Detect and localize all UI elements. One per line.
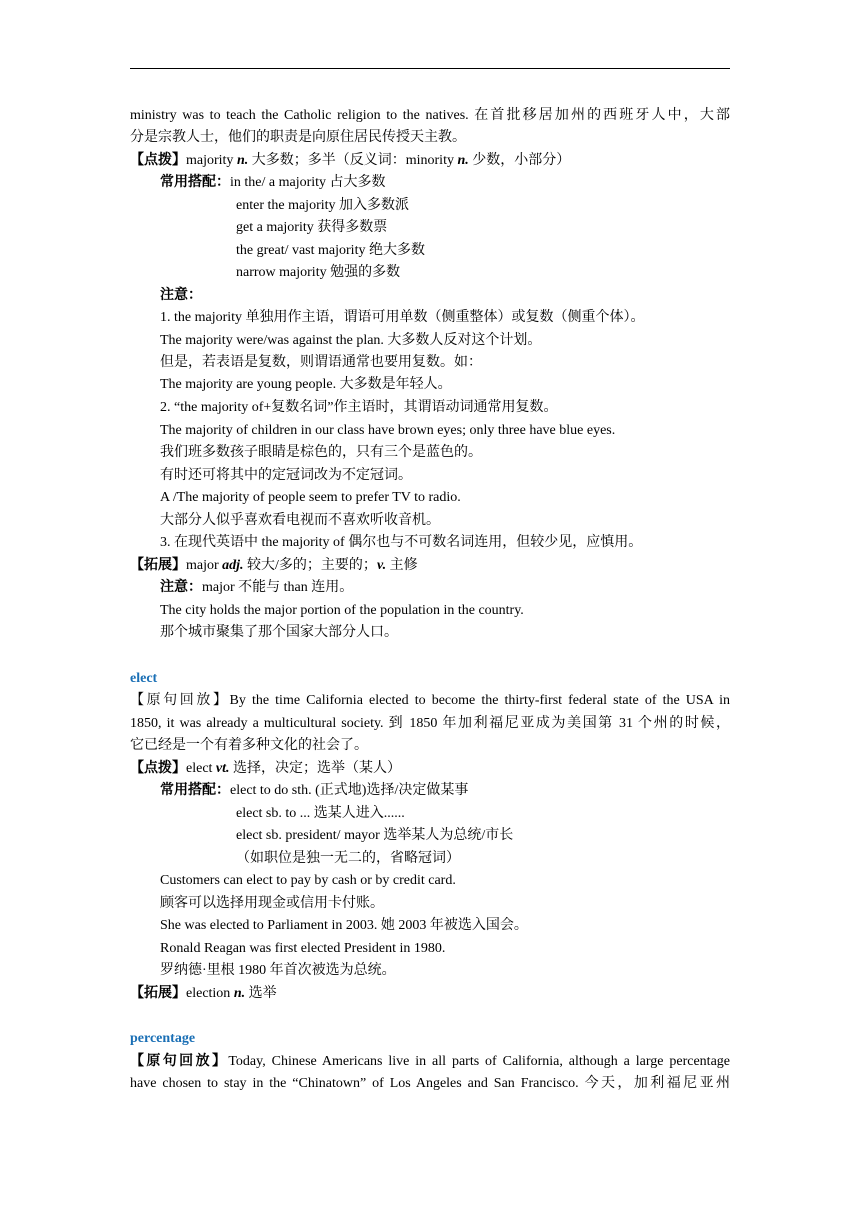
ext-meaning: 选举 [245, 986, 277, 1001]
collocation-item: elect sb. to ... 选某人进入...... [236, 806, 405, 821]
intro-line-1: ministry was to teach the Catholic religion to the natives. 在首批移居加州的西班牙人中，大部 [130, 108, 730, 123]
tip-bracket: 【点拨】 [130, 153, 186, 168]
ext-meaning-2: 主修 [386, 558, 418, 573]
example-translation: 罗纳德·里根 1980 年首次被选为总统。 [160, 963, 396, 978]
note-3: 3. 在现代英语中 the majority of 偶尔也与不可数名词连用，但较少见，应慎用。 [160, 535, 643, 550]
orig-text: By the time California elected to become the thirty-first federal state of the USA in [229, 693, 731, 708]
example-sentence: The majority of children in our class have brown eyes; only three have blue eyes. [160, 423, 616, 438]
ext-note [160, 577, 353, 599]
elect-extension [130, 983, 277, 1005]
original-sentence-line-2: 1850, it was already a multicultural society. 到 1850 年加利福尼亚成为美国第 31 个州的时候， [130, 716, 730, 731]
word-heading-elect: elect [130, 671, 158, 686]
collocation-label: 常用搭配： [160, 783, 230, 798]
tip-pos-2: n. [457, 153, 469, 168]
ext-pos-2: v. [376, 558, 387, 573]
ext-pos: adj. [222, 558, 244, 573]
example-sentence: The majority were/was against the plan. 大多数人反对这个计划。 [160, 333, 542, 348]
original-sentence-line-1 [130, 690, 730, 712]
example-sentence: She was elected to Parliament in 2003. 她 2003 年被选入国会。 [160, 918, 528, 933]
collocation-item: enter the majority 加入多数派 [236, 198, 410, 213]
ext-note-label: 注意： [160, 580, 202, 595]
intro-line-2: 分是宗教人士，他们的职责是向原住居民传授天主教。 [130, 130, 466, 145]
collocation-item: the great/ vast majority 绝大多数 [236, 243, 425, 258]
tip-word: majority [186, 153, 237, 168]
example-translation: 那个城市聚集了那个国家大部分人口。 [160, 625, 398, 640]
example-sentence: Ronald Reagan was first elected President in 1980. [160, 941, 446, 956]
tip-word: elect [186, 761, 216, 776]
example-sentence: The majority are young people. 大多数是年轻人。 [160, 377, 452, 392]
orig-bracket: 【原句回放】 [130, 693, 230, 708]
collocation-row-1 [160, 172, 386, 194]
example-sentence: Customers can elect to pay by cash or by credit card. [160, 873, 456, 888]
note-text: 有时还可将其中的定冠词改为不定冠词。 [160, 468, 412, 483]
ext-note-text: major 不能与 than 连用。 [202, 580, 354, 595]
orig-bracket: 【原句回放】 [130, 1054, 229, 1069]
note-2: 2. “the majority of+复数名词”作主语时，其谓语动词通常用复数。 [160, 400, 558, 415]
ext-bracket: 【拓展】 [130, 558, 186, 573]
collocation-item: elect to do sth. (正式地)选择/决定做某事 [230, 783, 469, 798]
original-sentence-line-2: have chosen to stay in the “Chinatown” of Los Angeles and San Francisco. 今天，加利福尼亚州 [130, 1076, 730, 1091]
ext-bracket: 【拓展】 [130, 986, 186, 1001]
example-translation: 我们班多数孩子眼睛是棕色的，只有三个是蓝色的。 [160, 445, 482, 460]
majority-tip [130, 150, 570, 172]
tip-meaning: 选择，决定；选举（某人） [229, 761, 402, 776]
word-heading-percentage: percentage [130, 1031, 196, 1046]
tip-bracket: 【点拨】 [130, 761, 186, 776]
note-label: 注意： [160, 288, 202, 303]
original-sentence-line-3: 它已经是一个有着多种文化的社会了。 [130, 738, 368, 753]
ext-pos: n. [233, 986, 246, 1001]
collocation-item: narrow majority 勉强的多数 [236, 265, 401, 280]
example-translation: 大部分人似乎喜欢看电视而不喜欢听收音机。 [160, 513, 440, 528]
collocation-item: get a majority 获得多数票 [236, 220, 388, 235]
note-1: 1. the majority 单独用作主语，谓语可用单数（侧重整体）或复数（侧重个体）。 [160, 310, 645, 325]
orig-text: Today, Chinese Americans live in all parts of California, although a large percentage [228, 1054, 730, 1069]
example-sentence: A /The majority of people seem to prefer TV to radio. [160, 490, 461, 505]
tip-meaning: 大多数；多半（反义词：minority [248, 153, 458, 168]
header-rule [130, 68, 730, 69]
note-text: 但是，若表语是复数，则谓语通常也要用复数。如： [160, 355, 482, 370]
majority-extension [130, 555, 418, 577]
example-translation: 顾客可以选择用现金或信用卡付账。 [160, 896, 384, 911]
tip-meaning-2: 少数，小部分） [468, 153, 571, 168]
collocation-row-1 [160, 780, 468, 802]
original-sentence-line-1 [130, 1051, 730, 1073]
collocation-item: in the/ a majority 占大多数 [230, 175, 386, 190]
ext-word: major [186, 558, 223, 573]
ext-word: election [186, 986, 234, 1001]
tip-pos: n. [236, 153, 249, 168]
elect-tip [130, 758, 401, 780]
tip-pos: vt. [215, 761, 230, 776]
example-sentence: The city holds the major portion of the population in the country. [160, 603, 524, 618]
ext-meaning: 较大/多的；主要的； [243, 558, 377, 573]
collocation-label: 常用搭配： [160, 175, 230, 190]
collocation-item: （如职位是独一无二的，省略冠词） [236, 851, 460, 866]
collocation-item: elect sb. president/ mayor 选举某人为总统/市长 [236, 828, 514, 843]
